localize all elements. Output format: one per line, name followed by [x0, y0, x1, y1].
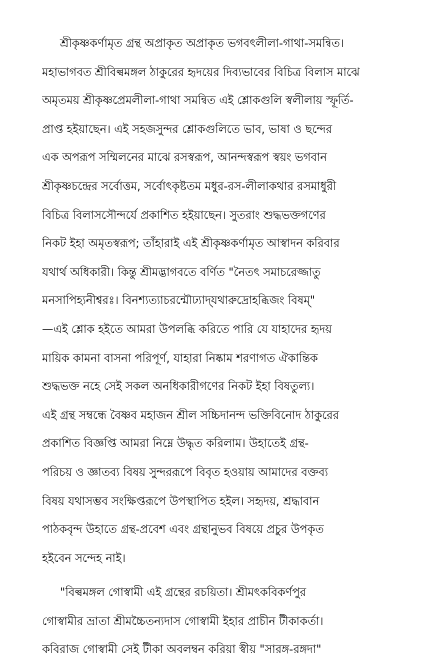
- text-line: বিচিত্র বিলাসসৌন্দর্যে প্রকাশিত হইয়াছেন। সুতরাং শুদ্ধভক্তগণের: [42, 208, 326, 222]
- page-text-body: [42, 30, 391, 665]
- text-line: বিষয় যথাসম্ভব সংক্ষিপ্তরূপে উপস্থাপিত হইল। সহৃদয়, শ্রদ্ধাবান: [42, 494, 320, 508]
- text-line: শুদ্ধভক্ত নহে সেই সকল অনধিকারীগণের নিকট ইহা বিষতুল্য।: [42, 380, 315, 394]
- text-line: হইবেন সন্দেহ নাই।: [42, 551, 126, 565]
- text-line: কবিরাজ গোস্বামী সেই টীকা অবলম্বন করিয়া স্বীয় "সারঙ্গ-রঙ্গদা": [42, 643, 322, 657]
- text-line: যথার্থ অধিকারী। কিন্তু শ্রীমদ্ভাগবতে বর্ণিত "নৈতৎ সমাচরেজ্জাতু: [42, 265, 321, 279]
- text-line: অমৃতময় শ্রীকৃষ্ণপ্রেমলীলা-গাথা সমন্বিত এই শ্লোকগুলি স্বলীলায় স্ফূর্তি-: [42, 94, 354, 108]
- paragraph: [42, 579, 391, 665]
- text-line: পরিচয় ও জ্ঞাতব্য বিষয় সুন্দররূপে বিবৃত হওয়ায় আমাদের বক্তব্য: [42, 465, 328, 479]
- text-line: মায়িক কামনা বাসনা পরিপূর্ণ, যাহারা নিষ্কাম শরণাগত ঐকান্তিক: [42, 351, 318, 365]
- text-line: প্রকাশিত বিজ্ঞপ্তি আমরা নিম্নে উদ্ধৃত করিলাম। উহাতেই গ্রন্থ-: [42, 437, 309, 451]
- paragraph: [42, 30, 391, 573]
- text-line: মনসাপিহ্যনীশ্বরঃ। বিনশ্যত্যাচরন্মৌঢ্যাদ্‌যথারুদ্রোহব্ধিজং বিষম্‌": [42, 294, 316, 308]
- text-line: "বিল্বমঙ্গল গোস্বামী এই গ্রন্থের রচয়িতা। শ্রীমৎকবিকর্ণপুর: [60, 586, 306, 600]
- text-line: —এই শ্লোক হইতে আমরা উপলব্ধি করিতে পারি যে যাহাদের হৃদয়: [42, 322, 332, 336]
- text-line: এই গ্রন্থ সম্বন্ধে বৈষ্ণব মহাজন শ্রীল সচ্চিদানন্দ ভক্তিবিনোদ ঠাকুরের: [42, 408, 339, 422]
- text-line: শ্রীকৃষ্ণচন্দ্রের সর্বোত্তম, সর্বোৎকৃষ্টতম মধুর-রস-লীলাকথার রসমাধুরী: [42, 179, 337, 193]
- text-line: শ্রীকৃষ্ণকর্ণামৃত গ্রন্থ অপ্রাকৃত অপ্রাকৃত ভগবৎলীলা-গাথা-সমন্বিত।: [60, 37, 344, 50]
- text-line: পাঠকবৃন্দ উহাতে গ্রন্থ-প্রবেশ এবং গ্রন্থানুভব বিষয়ে প্রচুর উপকৃত: [42, 523, 324, 537]
- text-line: গোস্বামীর ভ্রাতা শ্রীমচ্চৈতন্যদাস গোস্বামী ইহার প্রাচীন টীকাকর্তা।: [42, 614, 324, 628]
- text-line: মহাভাগবত শ্রীবিল্বমঙ্গল ঠাকুরের হৃদয়ের দিব্যভাবের বিচিত্র বিলাস মাঝে: [42, 65, 360, 79]
- text-line: প্রাপ্ত হইয়াছেন। এই সহজসুন্দর শ্লোকগুলিতে ভাব, ভাষা ও ছন্দের: [42, 122, 332, 136]
- text-line: নিকট ইহা অমৃতস্বরূপ; তাঁহারাই এই শ্রীকৃষ্ণকর্ণামৃত আস্বাদন করিবার: [42, 237, 340, 251]
- text-line: এক অপরূপ সম্মিলনের মাঝে রসস্বরূপ, আনন্দস্বরূপ স্বয়ং ভগবান: [42, 151, 327, 165]
